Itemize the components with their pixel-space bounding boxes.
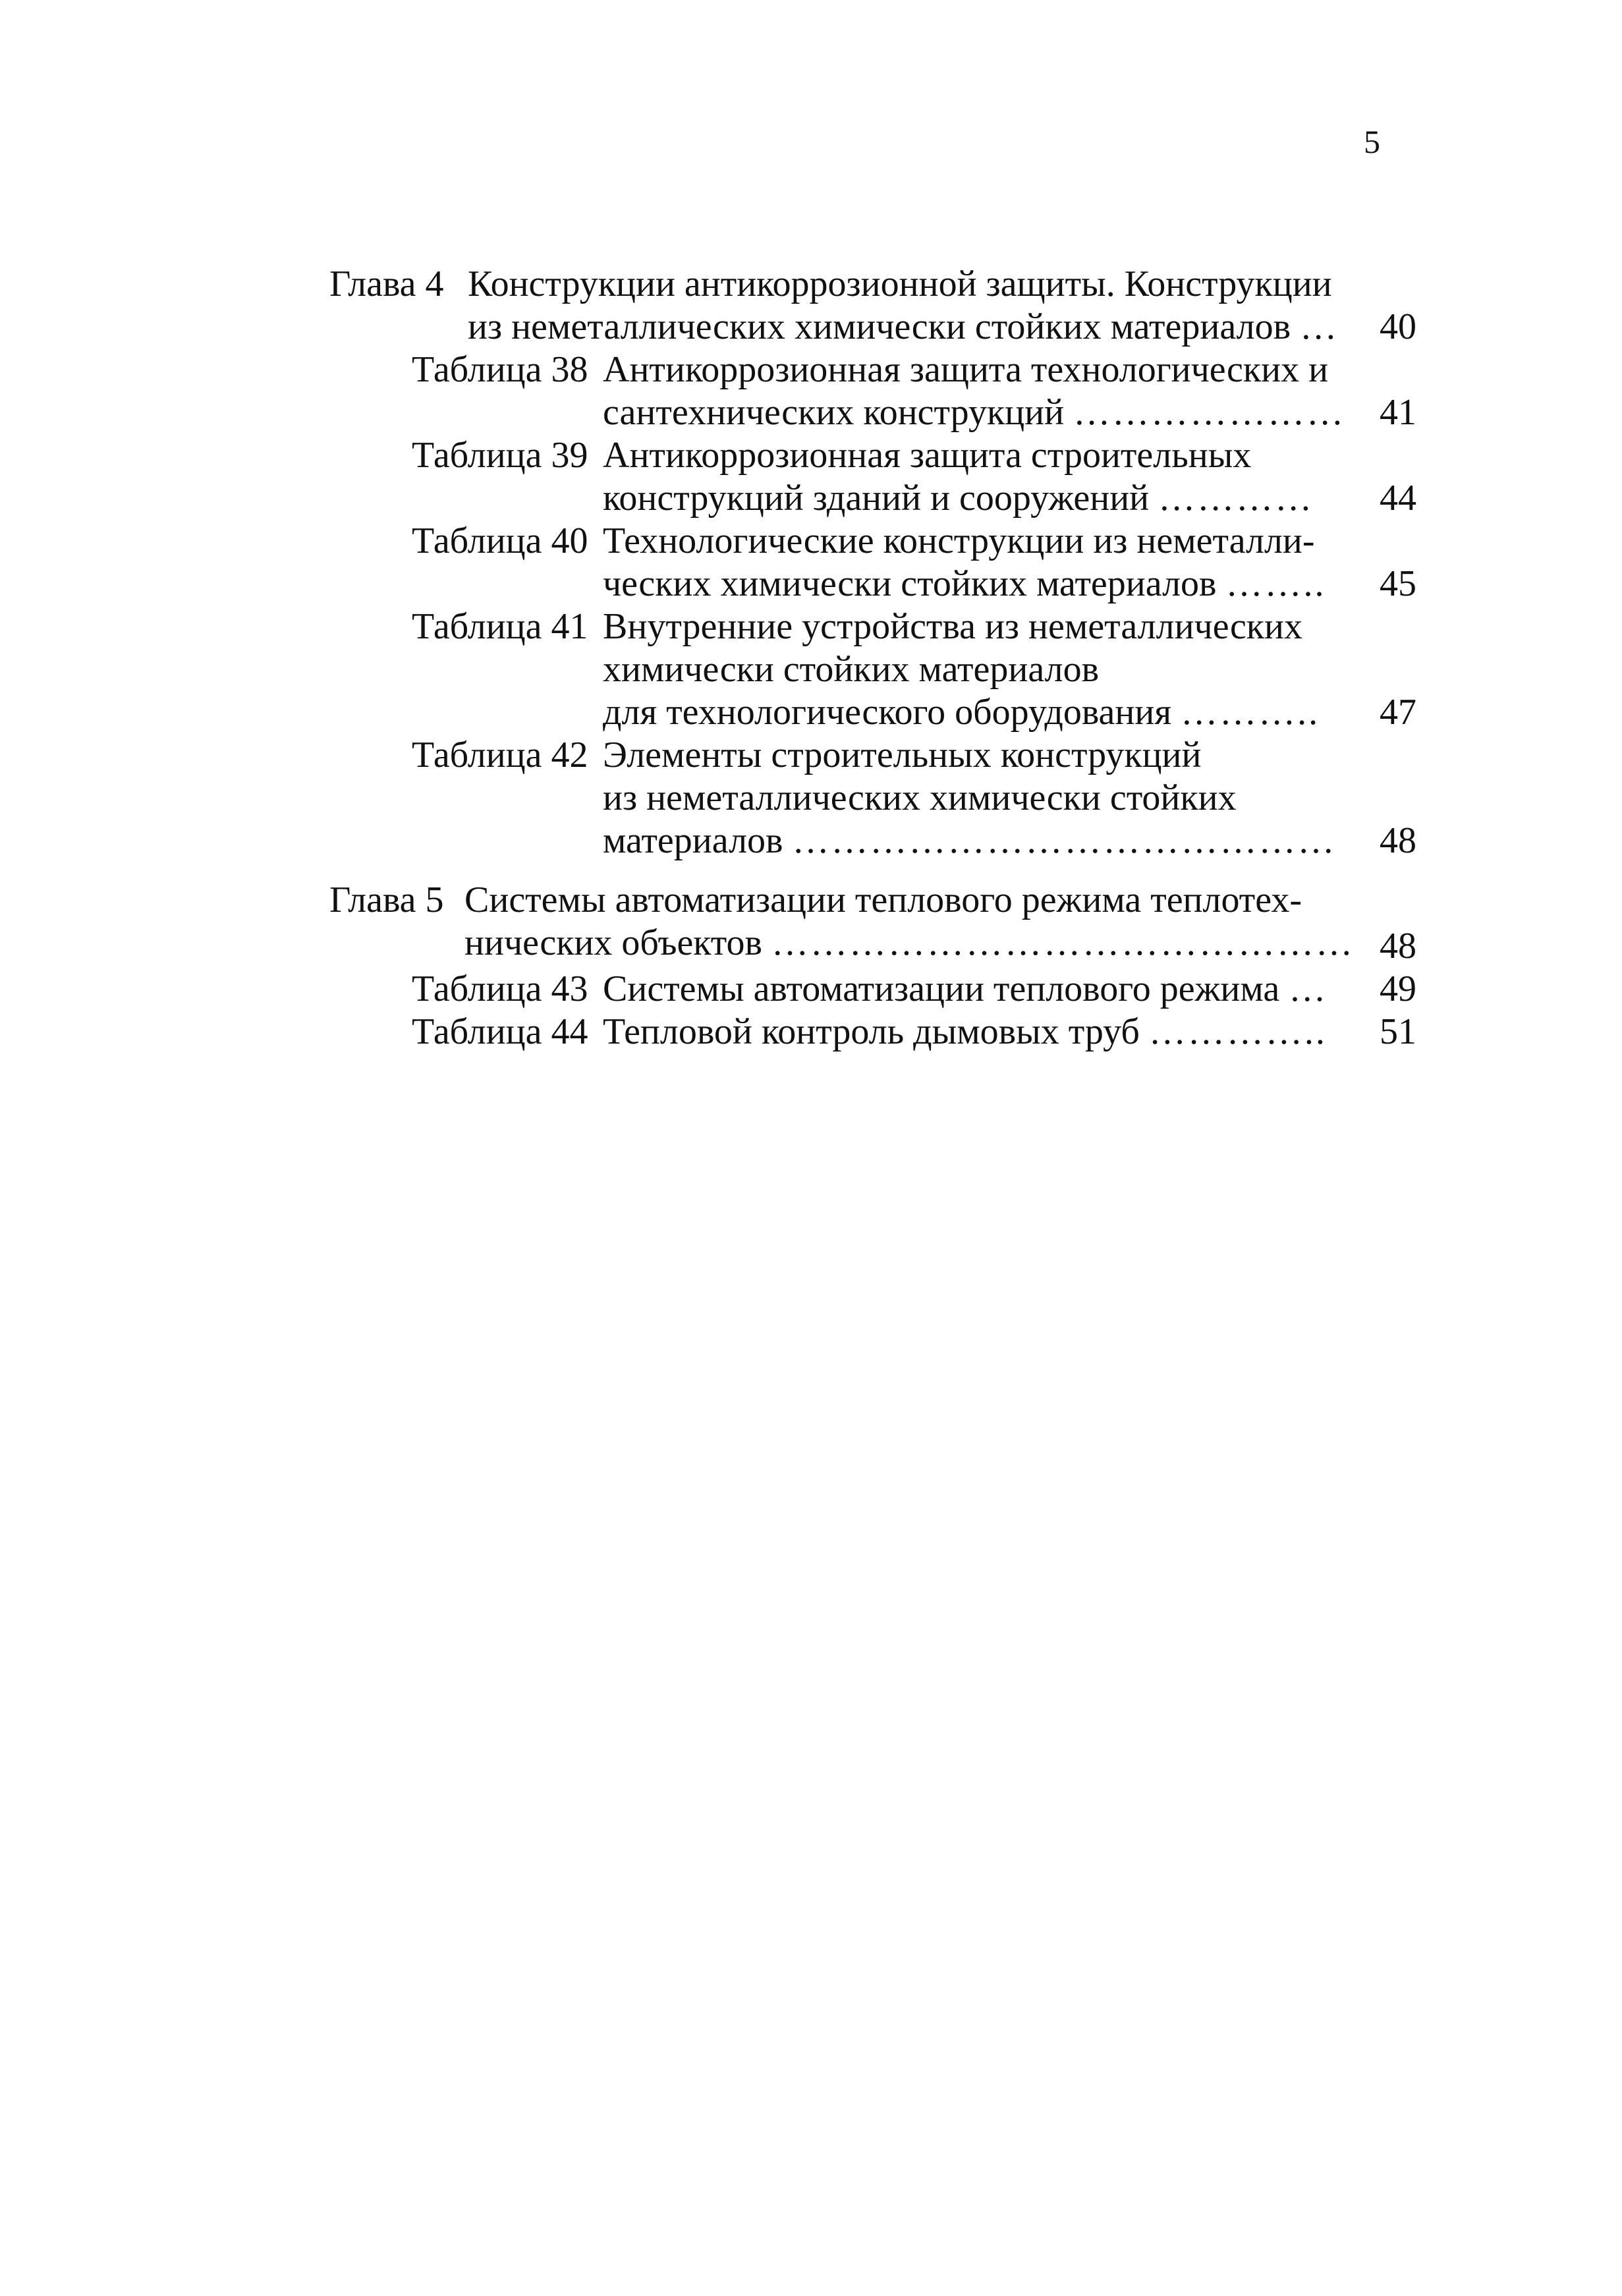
table-43-page: 49 <box>1380 968 1416 1009</box>
table-41-leader: ……….. <box>1181 692 1320 733</box>
chapter-5-label: Глава 5 <box>329 880 444 920</box>
page-number: 5 <box>1364 123 1380 160</box>
table-40-page: 45 <box>1380 563 1416 604</box>
chapter-5-title-line2: нических объектов ……………………………………… <box>464 922 1355 963</box>
chapter-5-leader: ……………………………………… <box>771 922 1355 963</box>
table-44-label: Таблица 44 <box>412 1011 588 1052</box>
chapter-4-title-line2: из неметаллических химически стойких материалов … <box>468 306 1339 347</box>
table-38-line1: Антикоррозионная защита технологических и <box>603 349 1329 390</box>
table-42-leader: …………………………………… <box>792 820 1337 861</box>
table-41-line2: химически стойких материалов <box>603 649 1100 690</box>
chapter-5-page: 48 <box>1380 926 1416 966</box>
table-39-line1: Антикоррозионная защита строительных <box>603 435 1252 476</box>
table-39-line2: конструкций зданий и сооружений ………… <box>603 478 1314 518</box>
table-43-leader: … <box>1289 968 1328 1009</box>
table-44-line1: Тепловой контроль дымовых труб ………….. <box>603 1011 1327 1052</box>
chapter-5-title-line1: Системы автоматизации теплового режима теплотех- <box>464 880 1302 920</box>
chapter-4-page: 40 <box>1380 306 1416 347</box>
table-38-leader: ………………… <box>1073 392 1346 433</box>
table-42-label: Таблица 42 <box>412 735 588 775</box>
chapter-4-label: Глава 4 <box>329 264 444 304</box>
table-41-line3: для технологического оборудования ……….. <box>603 692 1320 733</box>
table-39-leader: ………… <box>1158 478 1314 518</box>
table-40-line2: ческих химически стойких материалов …….. <box>603 563 1326 604</box>
table-41-line1: Внутренние устройства из неметаллических <box>603 606 1302 647</box>
table-44-leader: ………….. <box>1148 1011 1327 1052</box>
table-41-page: 47 <box>1380 692 1416 733</box>
table-38-label: Таблица 38 <box>412 349 588 390</box>
table-40-label: Таблица 40 <box>412 520 588 561</box>
table-38-page: 41 <box>1380 392 1416 433</box>
table-42-line2: из неметаллических химически стойких <box>603 777 1237 818</box>
table-39-label: Таблица 39 <box>412 435 588 476</box>
table-39-page: 44 <box>1380 478 1416 518</box>
table-38-line2: сантехнических конструкций ………………… <box>603 392 1346 433</box>
table-42-page: 48 <box>1380 820 1416 861</box>
table-40-leader: …….. <box>1225 563 1326 604</box>
table-42-line1: Элементы строительных конструкций <box>603 735 1202 775</box>
table-43-line1: Системы автоматизации теплового режима … <box>603 968 1328 1009</box>
table-43-label: Таблица 43 <box>412 968 588 1009</box>
table-44-page: 51 <box>1380 1011 1416 1052</box>
chapter-4-leader: … <box>1300 306 1339 347</box>
table-41-label: Таблица 41 <box>412 606 588 647</box>
table-40-line1: Технологические конструкции из неметалли- <box>603 520 1315 561</box>
chapter-4-title-line1: Конструкции антикоррозионной защиты. Конструкции <box>468 264 1332 304</box>
table-42-line3: материалов …………………………………… <box>603 820 1337 861</box>
